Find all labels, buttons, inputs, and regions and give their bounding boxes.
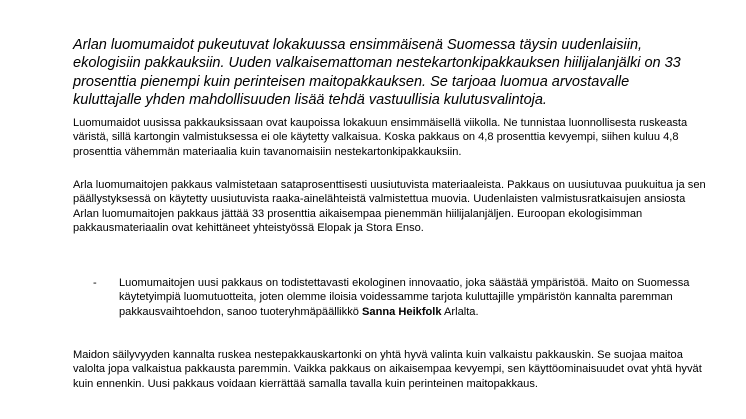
lead-paragraph: Arlan luomumaidot pukeutuvat lokakuussa ensimmäisenä Suomessa täysin uudenlaisiin, ekologisiin pakkauksiin. Uuden valkaisemattoman nestekartonkipakkauksen hiilijalanjälki on 33 prosenttia pienempi kuin perinteisen maitopakkauksen. Se tarjoaa luomua arvostavalle kuluttajalle yhden mahdollisuuden lisää tehdä vastuullisia kulutusvalintoja. (73, 37, 681, 108)
body-paragraph-1: Luomumaidot uusissa pakkauksissaan ovat kaupoissa lokakuun ensimmäisellä viikolla. Ne tunnistaa luonnollisesta ruskeasta väristä, sillä kartongin valmistuksessa ei ole käytetty valkaisua. Koska pakkaus on 4,8 prosenttia kevyempi, siihen kuluu 4,8 prosenttia vähemmän materiaalia kuin tavanomaisiin nestekartonkipakkauksiin. (73, 117, 688, 158)
quote-speaker: Sanna Heikfolk (362, 305, 442, 318)
quote-text: Luomumaitojen uusi pakkaus on todistettavasti ekologinen innovaatio, joka säästää ympäristöä. Maito on Suomessa käytetyimpiä luomutuotteita, joten olemme iloisia voidessamme tarjota kuluttajille ympäristön kannalta paremman pakkausvaihtoehdon, sanoo tuoteryhmäpäällikkö (119, 277, 690, 318)
body-paragraph-2: Arla luomumaitojen pakkaus valmistetaan sataprosenttisesti uusiutuvista materiaaleista. Pakkaus on uusiutuvaa puukuitua ja sen päällystyksessä on käytetty uusiutuvista raaka-ainelähteistä valmistettua muovia. Uudenlaisten valmistusratkaisujen ansiosta Arlan luomumaitojen pakkaus jättää 33 prosenttia aikaisempaa pienemmän hiilijalanjäljen. Euroopan ekologisimman pakkausmateriaalin ovat kehittäneet yhteistyössä Elopak ja Stora Enso. (73, 179, 706, 235)
quote-company: Arlalta. (444, 305, 479, 318)
quote-text-container (119, 276, 691, 319)
body-paragraph-3: Maidon säilyvyyden kannalta ruskea nestepakkauskartonki on yhtä hyvä valinta kuin valkaistu pakkauskin. Se suojaa maitoa valolta jopa valkaistua pakkausta paremmin. Vaikka pakkaus on aikaisempaa kevyempi, sen käyttöominaisuudet ovat yhtä hyvät kuin ennenkin. Uusi pakkaus voidaan kierrättää samalla tavalla kuin perinteinen maitopakkaus. (73, 349, 702, 390)
quote-bullet: - (93, 277, 97, 289)
